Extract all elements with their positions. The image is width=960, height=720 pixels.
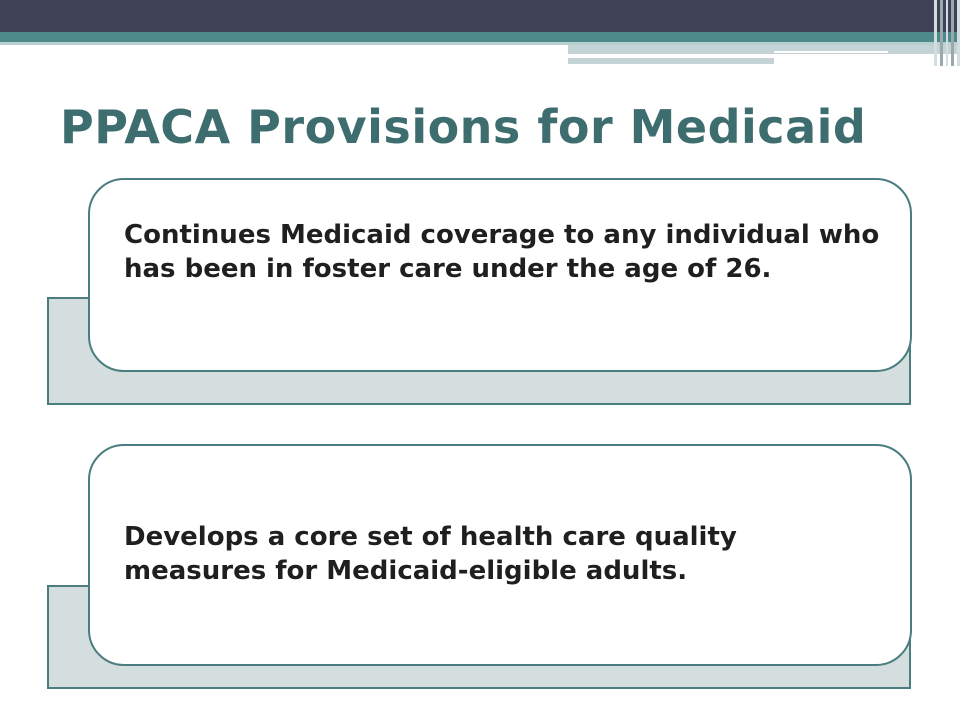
header-teal-band: [0, 32, 960, 42]
header-gray-strip: [568, 45, 960, 54]
header-dark-band: [0, 0, 960, 32]
stripe: [934, 0, 937, 66]
provision-card: [88, 444, 912, 666]
provision-card: [88, 178, 912, 372]
slide-title: PPACA Provisions for Medicaid: [60, 100, 867, 154]
header-gray-strip-small: [568, 58, 774, 64]
provision-text: Develops a core set of health care quality measures for Medicaid-eligible adults.: [124, 522, 737, 586]
provision-text: Continues Medicaid coverage to any individual who has been in foster care under the age of 26.: [124, 220, 880, 284]
stripe: [946, 0, 949, 66]
header-right-stripes: [934, 0, 960, 66]
stripe: [951, 0, 954, 66]
header-white-line: [774, 51, 888, 53]
stripe: [940, 0, 943, 66]
